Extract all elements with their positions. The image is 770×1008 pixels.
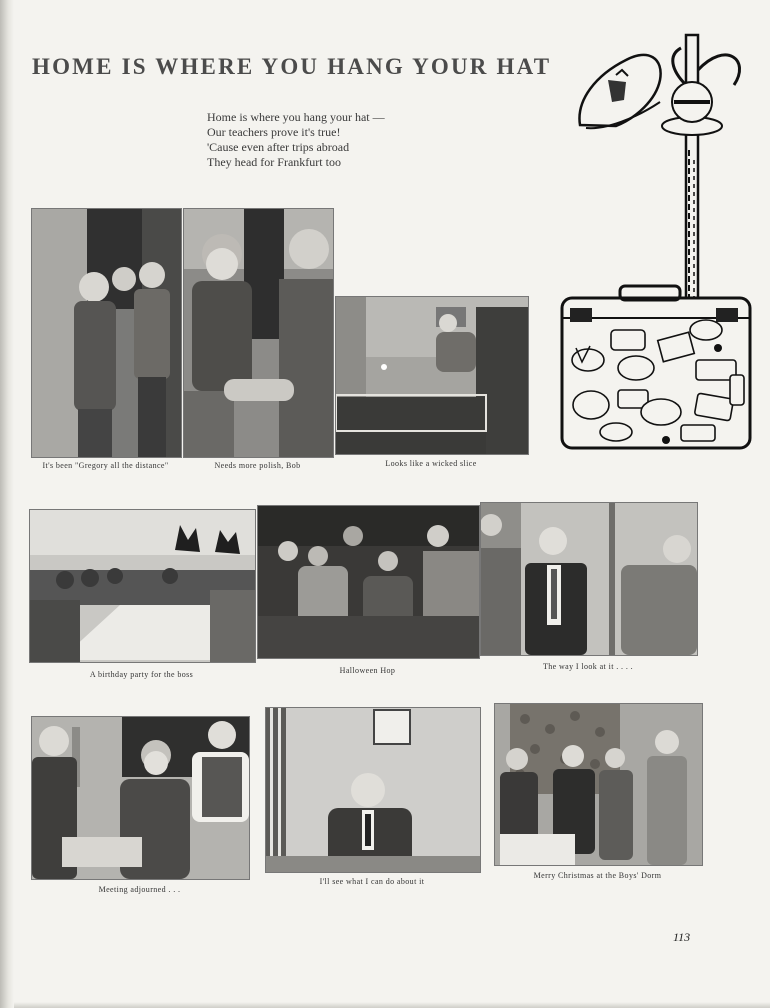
poem-line: Home is where you hang your hat —	[207, 110, 385, 124]
poem-line: They head for Frankfurt too	[207, 155, 341, 169]
photo-gregory	[31, 208, 182, 458]
page-edge	[0, 0, 14, 1008]
page-title: HOME IS WHERE YOU HANG YOUR HAT	[32, 54, 552, 79]
caption-birthday: A birthday party for the boss	[89, 670, 194, 679]
hat-rack-icon	[662, 35, 740, 303]
poem-line: Our teachers prove it's true!	[207, 125, 341, 139]
poem	[207, 110, 385, 170]
page-number: 113	[673, 930, 691, 944]
photo-slice	[335, 296, 529, 455]
photo-meeting	[31, 716, 250, 880]
caption-way: The way I look at it . . . .	[542, 662, 634, 671]
caption-gregory: It's been "Gregory all the distance"	[42, 461, 169, 470]
photo-halloween	[257, 505, 480, 659]
caption-halloween: Halloween Hop	[339, 666, 396, 675]
caption-christmas: Merry Christmas at the Boys' Dorm	[533, 871, 662, 880]
photo-way	[480, 502, 698, 656]
photo-polish	[183, 208, 334, 458]
caption-slice: Looks like a wicked slice	[385, 459, 477, 468]
caption-see: I'll see what I can do about it	[319, 877, 425, 886]
hat-icon	[579, 55, 660, 128]
suitcase-icon	[562, 286, 750, 448]
photo-see	[265, 707, 481, 873]
caption-polish: Needs more polish, Bob	[214, 461, 301, 470]
hat-rack-illustration	[556, 30, 752, 455]
photo-birthday	[29, 509, 256, 663]
caption-meeting: Meeting adjourned . . .	[98, 885, 181, 894]
poem-line: 'Cause even after trips abroad	[207, 140, 350, 154]
page-bottom-edge	[14, 1002, 770, 1008]
photo-christmas	[494, 703, 703, 866]
